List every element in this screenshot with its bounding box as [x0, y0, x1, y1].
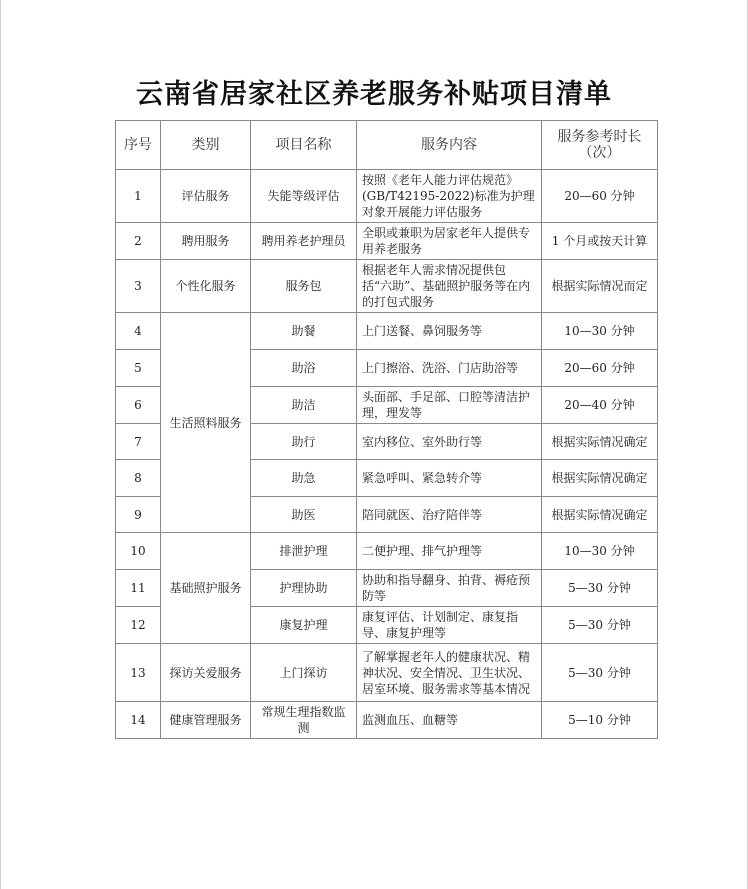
- cell-item: 上门探访: [251, 644, 357, 702]
- cell-content: 协助和指导翻身、拍背、褥疮预防等: [357, 570, 542, 607]
- cell-no: 6: [116, 387, 161, 424]
- cell-item: 服务包: [251, 260, 357, 313]
- cell-no: 11: [116, 570, 161, 607]
- cell-item: 排泄护理: [251, 533, 357, 570]
- cell-content: 监测血压、血糖等: [357, 702, 542, 739]
- cell-duration: 10—30 分钟: [542, 313, 658, 350]
- cell-duration: 20—40 分钟: [542, 387, 658, 424]
- cell-no: 5: [116, 350, 161, 387]
- cell-no: 10: [116, 533, 161, 570]
- cell-no: 14: [116, 702, 161, 739]
- cell-content: 康复评估、计划制定、康复指导、康复护理等: [357, 607, 542, 644]
- cell-content: 紧急呼叫、紧急转介等: [357, 460, 542, 497]
- cell-duration: 5—30 分钟: [542, 644, 658, 702]
- header-item: 项目名称: [251, 121, 357, 170]
- cell-content: 根据老年人需求情况提供包括“六助”、基础照护服务等在内的打包式服务: [357, 260, 542, 313]
- cell-item: 助餐: [251, 313, 357, 350]
- cell-item: 护理协助: [251, 570, 357, 607]
- cell-content: 按照《老年人能力评估规范》(GB/T42195-2022)标准为护理对象开展能力评估服务: [357, 170, 542, 223]
- header-content: 服务内容: [357, 121, 542, 170]
- cell-no: 12: [116, 607, 161, 644]
- cell-no: 9: [116, 497, 161, 533]
- subsidy-table: [115, 120, 658, 739]
- cell-content: 全职或兼职为居家老年人提供专用养老服务: [357, 223, 542, 260]
- cell-category: 聘用服务: [161, 223, 251, 260]
- header-duration: 服务参考时长（次）: [542, 121, 658, 170]
- cell-no: 8: [116, 460, 161, 497]
- cell-content: 二便护理、排气护理等: [357, 533, 542, 570]
- cell-item: 助医: [251, 497, 357, 533]
- table-row: [116, 223, 658, 260]
- cell-duration: 20—60 分钟: [542, 350, 658, 387]
- cell-duration: 20—60 分钟: [542, 170, 658, 223]
- cell-no: 7: [116, 424, 161, 460]
- cell-category: 评估服务: [161, 170, 251, 223]
- header-category: 类别: [161, 121, 251, 170]
- cell-category: 个性化服务: [161, 260, 251, 313]
- header-no: 序号: [116, 121, 161, 170]
- cell-category: 生活照料服务: [161, 313, 251, 533]
- cell-duration: 1 个月或按天计算: [542, 223, 658, 260]
- cell-item: 助浴: [251, 350, 357, 387]
- document-title: 云南省居家社区养老服务补贴项目清单: [136, 79, 612, 110]
- cell-no: 1: [116, 170, 161, 223]
- cell-content: 了解掌握老年人的健康状况、精神状况、安全情况、卫生状况、居室环境、服务需求等基本情况: [357, 644, 542, 702]
- cell-item: 助急: [251, 460, 357, 497]
- cell-duration: 根据实际情况而定: [542, 260, 658, 313]
- table-row: [116, 260, 658, 313]
- cell-item: 康复护理: [251, 607, 357, 644]
- cell-content: 上门送餐、鼻饲服务等: [357, 313, 542, 350]
- cell-duration: 5—30 分钟: [542, 570, 658, 607]
- table-row: [116, 533, 658, 570]
- cell-content: 头面部、手足部、口腔等清洁护理，理发等: [357, 387, 542, 424]
- table-header-row: [116, 121, 658, 170]
- cell-no: 2: [116, 223, 161, 260]
- cell-content: 室内移位、室外助行等: [357, 424, 542, 460]
- cell-category: 基础照护服务: [161, 533, 251, 644]
- cell-no: 3: [116, 260, 161, 313]
- cell-duration: 根据实际情况确定: [542, 424, 658, 460]
- cell-duration: 根据实际情况确定: [542, 460, 658, 497]
- table-row: [116, 702, 658, 739]
- cell-item: 助行: [251, 424, 357, 460]
- cell-duration: 5—30 分钟: [542, 607, 658, 644]
- cell-duration: 根据实际情况确定: [542, 497, 658, 533]
- cell-item: 助洁: [251, 387, 357, 424]
- cell-item: 失能等级评估: [251, 170, 357, 223]
- cell-item: 聘用养老护理员: [251, 223, 357, 260]
- cell-content: 上门擦浴、洗浴、门店助浴等: [357, 350, 542, 387]
- table-row: [116, 313, 658, 350]
- cell-duration: 5—10 分钟: [542, 702, 658, 739]
- cell-duration: 10—30 分钟: [542, 533, 658, 570]
- cell-no: 13: [116, 644, 161, 702]
- table-row: [116, 644, 658, 702]
- cell-content: 陪同就医、治疗陪伴等: [357, 497, 542, 533]
- cell-item: 常规生理指数监测: [251, 702, 357, 739]
- table-row: [116, 170, 658, 223]
- cell-no: 4: [116, 313, 161, 350]
- cell-category: 健康管理服务: [161, 702, 251, 739]
- cell-category: 探访关爱服务: [161, 644, 251, 702]
